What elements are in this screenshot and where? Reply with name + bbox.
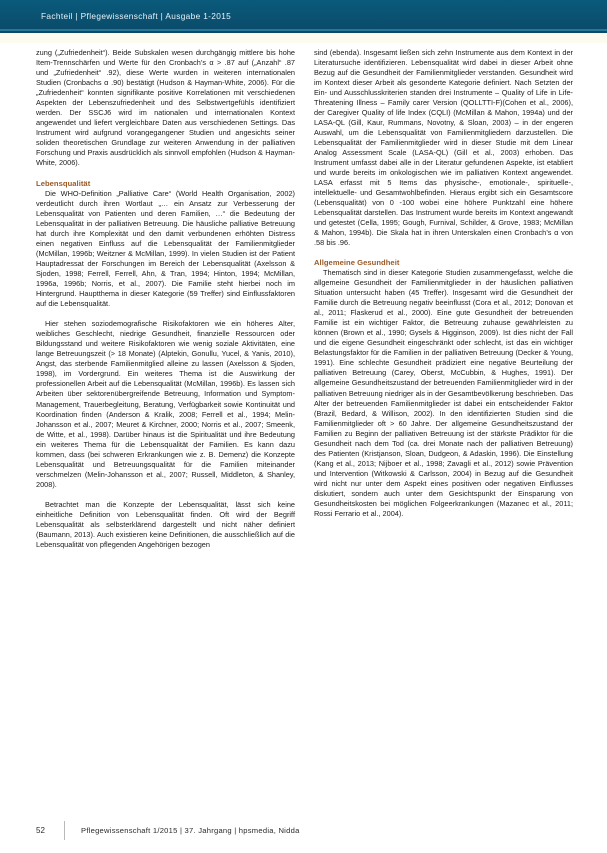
paragraph: Die WHO-Definition „Palliative Care“ (World Health Organisation, 2002) verdeutlicht durch ihren Wortlaut „… ein Ansatz zur Verbesserung der Lebensqualität von Patienten und deren Familien, …“ die Bedeutung der Lebensqualität in der palliativen Betreuung. Die häusliche palliative Betreuung hat durch ihre Komplexität und den damit verbundenen erhöhten Distress einen negativen Einfluss auf die Lebensqualität der Familienmitglieder (McMillan, 1996b; Weitzner & McMillan, 1999). In vielen Studien ist der Patient Hauptadressat der Forschungen im Bereich der Lebensqualität (Axelsson & Sjoden, 1998; Ferrell, Ferrell, Ahn, & Tran, 1994; Hinton, 1994; McMillan, 1996a, 1996b; Norris, et al., 2007). Die Familie steht hierbei noch im Hintergrund. Hauptthema in dieser Kategorie (59 Treffer) sind Einflussfaktoren auf die Lebensqualität. <box>36 189 295 309</box>
header-divider-rule <box>0 29 607 31</box>
right-column <box>314 48 573 519</box>
paragraph: sind (ebenda). Insgesamt ließen sich zehn Instrumente aus dem Kontext in der Literatursuche identifizieren. Lebensqualität wird dabei in dieser Arbeit ohne Bezug auf die Gesundheit der Familienmitglieder verstanden. Gesundheit wird im Kontext dieser Arbeit als gesonderte Kategorie definiert. Nach Setzten der Ein- und Ausschlusskriterien standen drei Instrumente – Quality of Life in Life-Threatening Illness – Family carer Version (QOLLTTI-F)(Cohen et al., 2006), der Caregiver Quality of life Index (CQLI) (McMillan & Mahon, 1994a) und der LASA-QL (Gill, Kaur, Rummans, Novotny, & Sloan, 2003) – in der engeren Auswahl, um die Lebensqualität von Familienmitgliedern darzustellen. Die Lebensqualität der Familienmitglieder wird in dieser Studie mit dem Linear Analog Assessment Scale (LASA-QL) (Gill et al., 2003) erhoben. Das Instrument umfasst dabei alle in der Literatur gefundenen Aspekte, ist etabliert und wurde bereits im onkologischen wie im palliativen Kontext angewendet. LASA erfasst mit 5 Items das physische-, emotionale-, spirituelle-, intellektuelle- und Gesamtwohlbefinden. Hieraus ergibt sich ein Gesamtscore (Lebensqualität) von 0 -100 wobei eine höhere Punktzahl eine höhere Lebensqualität darstellen. Das Instrument wurde bereits im Kontext angewandt und getestet (Cella, 1995; Gough, Furnival, Schilder, & Grove, 1983; McMillan & Mahon, 1994b). Die Skala hat in ihren Unterskalen einen Cronbach’s α von .58 bis .96. <box>314 48 573 248</box>
footer-citation: Pflegewissenschaft 1/2015 | 37. Jahrgang | hpsmedia, Nidda <box>81 825 300 835</box>
paragraph: Hier stehen soziodemografische Risikofaktoren wie ein höheres Alter, weibliches Geschlecht, niedrige Gesundheit, finanzielle Ressourcen oder Bildungsstand und weitere Risikofaktoren wie wenig soziale Aktivitäten, eine lange Betreuungszeit (> 18 Monate) (Alptekin, Gonullu, Yucel, & Yanis, 2010), Angst, das sterbende Familienmitglied alleine zu lassen (Axelsson & Sjoden, 1998), im Vordergrund. Ein weiteres Thema ist die Auswirkung der professionellen Arbeit auf die Lebensqualität (McMillan, 1996b). Es lassen sich Arbeiten über sektorenübergreifende Betreuung, Information und Symptom-Management, Trauerbegleitung, Beratung, Verfügbarkeit sowie Kontinuität und Koordination finden (Anderson & Kralik, 2008; Ferrell et al., 1994; Melin-Johansson et al., 2007; Meuret & Kirchner, 2000; Norris et al., 2007; Smeenk, de Witte, et al., 1998). Darüber hinaus ist die Spiritualität und ihre Bedeutung ein weiteres Thema für die Lebensqualität der Familien. Es kann dazu kommen, dass (bei schweren Erkrankungen wie z. B. Demenz) die Konzepte Lebensqualität und Betreuungsqualität für die Familien miteinander verschmelzen (Melin-Johansson et al., 2007; Russell, Middleton, & Shanley, 2008). <box>36 319 295 489</box>
left-column <box>36 48 295 550</box>
two-column-layout <box>36 48 575 550</box>
paragraph: zung („Zufriedenheit“). Beide Subskalen wesen durchgängig mittlere bis hohe Item-Trennschärfen und Werte für den Cronbach’s α > .87 auf („Anzahl“ .87 und „Zufriedenheit“ .92), diese Werte wurden in weiteren internationalen Studien (Cronbachs α .90) bestätigt (Hudson & Hayman-White, 2006). Für die „Zufriedenheit“ konnten signifikante positive Korrelationen mit verschiedenen Aspekten der Lebenszufriedenheit und des Selbstwertgefühls identifiziert werden. Der SSCJ6 wird im nationalen und internationalen Kontext angewendet und liefert vergleichbare Daten aus verschiedenen Settings. Das Instrument wird aufgrund vorangegangener Studien und angesichts seiner soliden theoretischen Grundlage zur weiteren Anwendung in der palliativen Forschung und Praxis ausdrücklich als sinnvoll empfohlen (Hudson & Hayman-White, 2006). <box>36 48 295 168</box>
page-footer <box>0 819 607 841</box>
section-heading-allgemeine-gesundheit: Allgemeine Gesundheit <box>314 258 400 268</box>
section-heading-lebensqualitaet: Lebensqualität <box>36 179 91 189</box>
breadcrumb-label: Fachteil | Pflegewissenschaft | Ausgabe 1-2015 <box>41 10 232 21</box>
header-accent-strip <box>0 33 607 43</box>
page-header-band <box>0 0 607 33</box>
paragraph: Betrachtet man die Konzepte der Lebensqualität, lässt sich keine einheitliche Definition von Lebensqualität finden. Oft wird der Begriff Lebensqualität als selbsterklärend dargestellt und nicht näher definiert (Baumann, 2013). Auch existieren keine Definitionen, die ausschließlich auf die Lebensqualität von pflegenden Angehörigen bezogen <box>36 499 295 549</box>
page-content <box>0 43 607 853</box>
breadcrumb <box>41 0 231 31</box>
page-number: 52 <box>36 825 45 835</box>
paragraph: Thematisch sind in dieser Kategorie Studien zusammengefasst, welche die allgemeine Gesundheit der Familienmitglieder in der häuslichen palliativen Situation untersucht haben (45 Treffer). Insgesamt wird die Gesundheit der Familie durch die Betreuung negativ beeinflusst (Cora et al., 2012; Donovan et al., 2011; Flaskerud et al., 2000). Eine gute Gesundheit der betreuenden Familie ist ein wichtiger Faktor, die Betreuung zuhause gewährleisten zu können (Brown et al., 1990; Gysels & Higginson, 2009). Ist dies nicht der Fall und die eigene Gesundheit eingeschränkt oder schlecht, ist das ein wichtiger Belastungsfaktor für die Familien in der palliativen Betreuung (Decker & Young, 1991). Eine schlechte Gesundheit prädiziert eine negative Beurteilung der palliativen Betreuung (Carey, Oberst, McCubbin, & Hughes, 1991). Der allgemeine Gesundheitszustand der betreuenden Familienmitglieder wird in der palliativen Betreuung niedriger als in der Gesamtbevölkerung beschrieben. Das Alter der betreuenden Familienmitglieder ist dabei ein entscheidender Faktor (Brazil, Bedard, & Willison, 2002). In den identifizierten Studien sind die Familienmitglieder oft > 60 Jahre. Der allgemeine Gesundheitszustand der Familien zu Beginn der palliativen Betreuung ist der stärkste Prädiktor für die Gesundheit nach dem Tod (ca. drei Monate nach der palliativen Betreuung) des Patienten (Kristjanson, Sloan, Dudgeon, & Adaskin, 1996). Die Einstellung (Kang et al., 2013; Nijboer et al., 1998; Zavagli et al., 2012) sowie Prävention und Intervention (Witkowski & Carlsson, 2004) in Bezug auf die Gesundheit wird nicht nur unter dem Aspekt eines positiven oder negativen Einflusses diskutiert, sondern auch unter dem Gesichtspunkt der Einsparung von Gesundheitskosten bei möglichen Folgeerkrankungen (Mazanec et al., 2011; Rossi Ferrario et al., 2004). <box>314 268 573 518</box>
footer-divider <box>64 821 65 840</box>
